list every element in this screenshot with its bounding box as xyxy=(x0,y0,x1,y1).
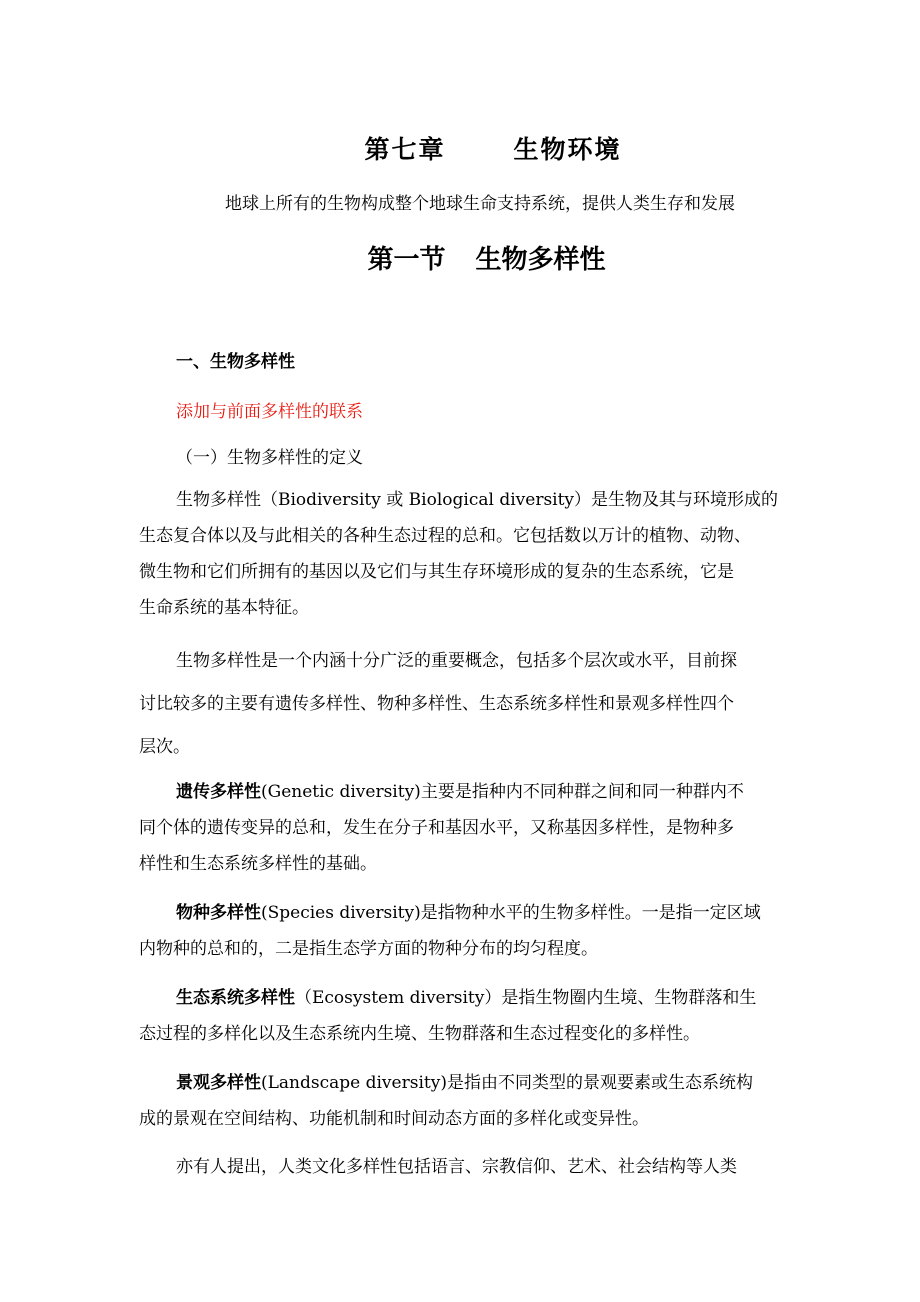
section-title xyxy=(0,239,920,276)
paragraph-line: 生命系统的基本特征。 xyxy=(139,598,309,618)
chapter-subtitle: 地球上所有的生物构成整个地球生命支持系统，提供人类生存和发展 xyxy=(225,194,735,214)
section-name: 生物多样性 xyxy=(475,245,606,275)
paragraph-line: 生物多样性是一个内涵十分广泛的重要概念，包括多个层次或水平，目前探 xyxy=(176,651,737,671)
paragraph-line xyxy=(139,895,785,931)
paragraph-line xyxy=(139,1065,785,1101)
term-definition-start: (Species diversity)是指物种水平的生物多样性。一是指一定区域 xyxy=(261,903,761,923)
paragraph-levels xyxy=(139,640,785,769)
paragraph-line xyxy=(139,774,785,810)
paragraph-landscape-diversity xyxy=(139,1065,785,1137)
heading-biodiversity: 一、生物多样性 xyxy=(176,352,295,372)
term-definition-start: (Landscape diversity)是指由不同类型的景观要素或生态系统构 xyxy=(261,1073,753,1093)
term-genetic-diversity: 遗传多样性 xyxy=(176,782,261,802)
paragraph-line: 层次。 xyxy=(139,737,190,757)
paragraph-line: 同个体的遗传变异的总和，发生在分子和基因水平，又称基因多样性，是物种多 xyxy=(139,818,734,838)
term-definition-start: （Ecosystem diversity）是指生物圈内生境、生物群落和生 xyxy=(295,988,757,1008)
section-number: 第一节 xyxy=(367,245,446,275)
paragraph-ecosystem-diversity xyxy=(139,980,785,1052)
paragraph-line: 样性和生态系统多样性的基础。 xyxy=(139,854,377,874)
paragraph-line: 亦有人提出，人类文化多样性包括语言、宗教信仰、艺术、社会结构等人类 xyxy=(176,1157,737,1177)
term-definition-start: (Genetic diversity)主要是指种内不同种群之间和同一种群内不 xyxy=(261,782,744,802)
chapter-number: 第七章 xyxy=(364,135,446,164)
chapter-title xyxy=(0,130,920,166)
paragraph-line: 生态复合体以及与此相关的各种生态过程的总和。它包括数以万计的植物、动物、 xyxy=(139,526,751,546)
paragraph-line: 生物多样性（Biodiversity 或 Biological diversity）是生物及其与环境形成的 xyxy=(176,490,779,510)
term-ecosystem-diversity: 生态系统多样性 xyxy=(176,988,295,1008)
paragraph-line: 态过程的多样化以及生态系统内生境、生物群落和生态过程变化的多样性。 xyxy=(139,1024,700,1044)
subheading-definition: （一）生物多样性的定义 xyxy=(176,448,363,468)
paragraph-line: 讨比较多的主要有遗传多样性、物种多样性、生态系统多样性和景观多样性四个 xyxy=(139,694,734,714)
paragraph-line: 成的景观在空间结构、功能机制和时间动态方面的多样化或变异性。 xyxy=(139,1109,649,1129)
paragraph-genetic-diversity xyxy=(139,774,785,882)
paragraph-cultural-diversity xyxy=(139,1149,785,1185)
editor-note: 添加与前面多样性的联系 xyxy=(176,402,363,422)
paragraph-line: 内物种的总和的，二是指生态学方面的物种分布的均匀程度。 xyxy=(139,939,598,959)
paragraph-line xyxy=(139,980,785,1016)
paragraph-line: 微生物和它们所拥有的基因以及它们与其生存环境形成的复杂的生态系统，它是 xyxy=(139,562,734,582)
term-landscape-diversity: 景观多样性 xyxy=(176,1073,261,1093)
paragraph-definition xyxy=(139,482,785,626)
chapter-name: 生物环境 xyxy=(513,135,622,164)
paragraph-species-diversity xyxy=(139,895,785,967)
term-species-diversity: 物种多样性 xyxy=(176,903,261,923)
